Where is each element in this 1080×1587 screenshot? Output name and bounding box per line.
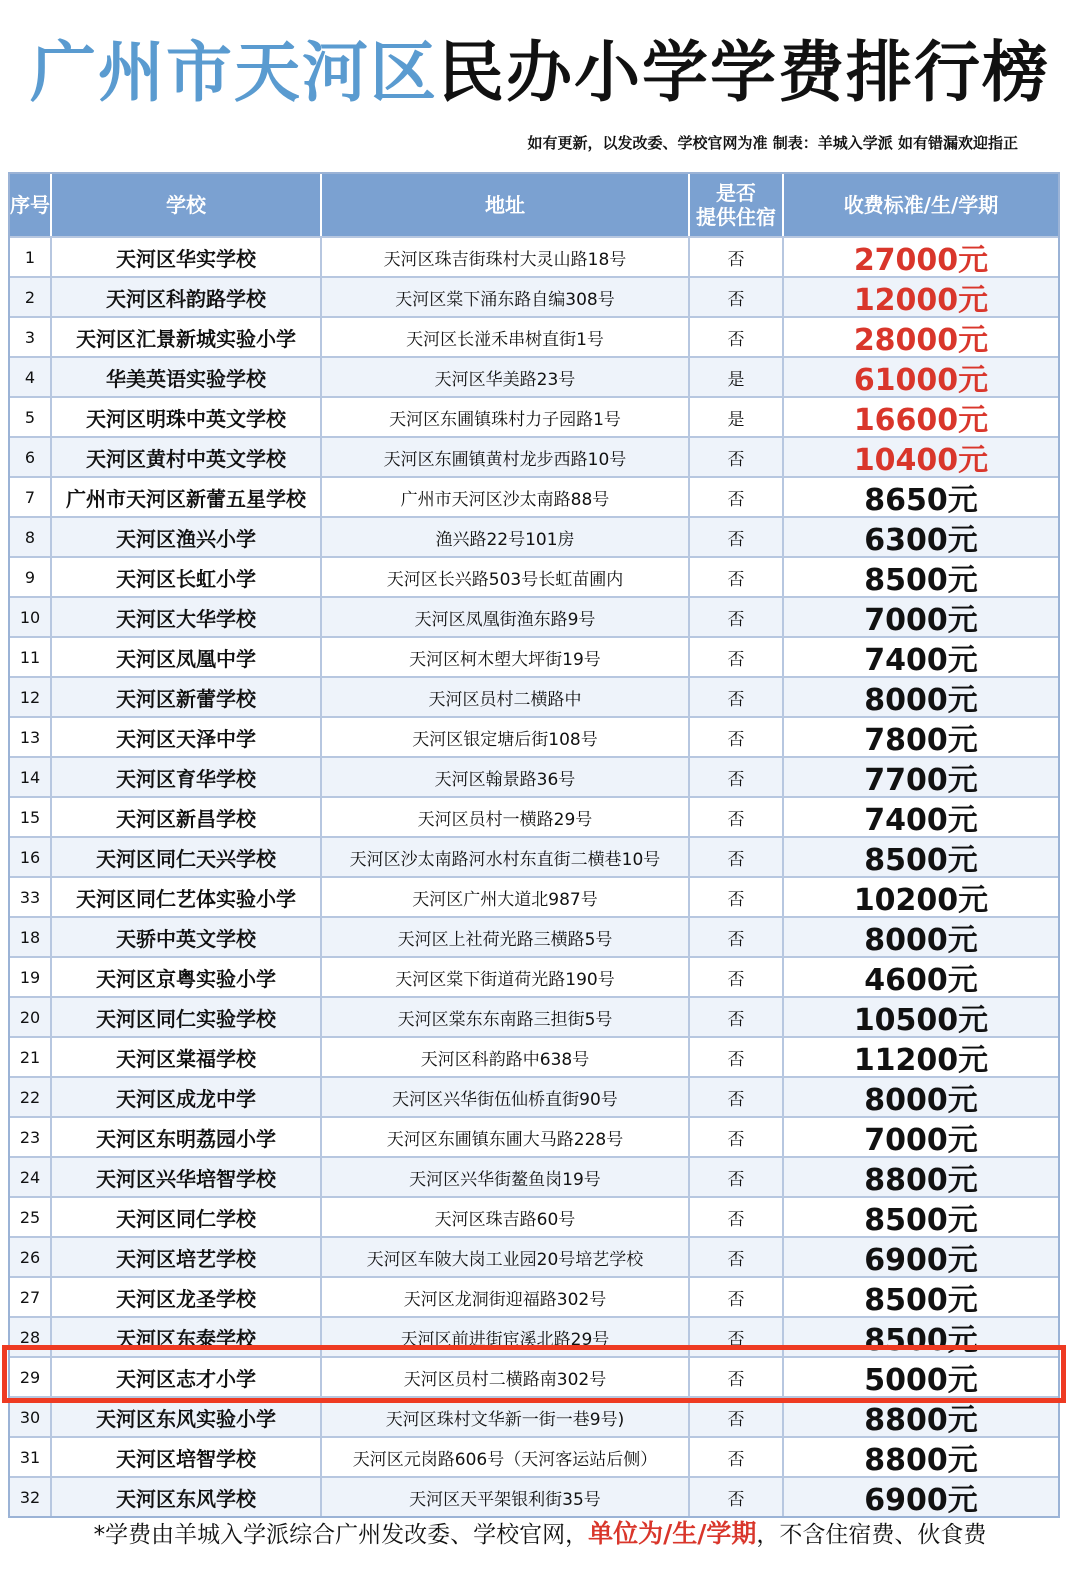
school-address: 天河区珠吉路60号 xyxy=(322,1198,690,1236)
school-address: 天河区银定塘后街108号 xyxy=(322,718,690,756)
dorm-available: 否 xyxy=(690,1278,784,1316)
tuition-fee: 8650元 xyxy=(864,483,978,516)
school-name: 天河区渔兴小学 xyxy=(52,518,322,556)
title-part-district: 广州市天河区 xyxy=(30,34,438,111)
dorm-available: 否 xyxy=(690,718,784,756)
header-no: 序号 xyxy=(10,174,52,236)
dorm-available: 否 xyxy=(690,1318,784,1356)
school-name: 天河区棠福学校 xyxy=(52,1038,322,1076)
footnote xyxy=(0,1514,1080,1550)
school-name: 天河区育华学校 xyxy=(52,758,322,796)
tuition-fee: 7000元 xyxy=(864,1123,978,1156)
table-row xyxy=(10,676,1058,716)
dorm-available: 否 xyxy=(690,638,784,676)
school-address: 天河区棠下涌东路自编308号 xyxy=(322,278,690,316)
header-address: 地址 xyxy=(322,174,690,236)
school-address: 天河区前进街宦溪北路29号 xyxy=(322,1318,690,1356)
table-row xyxy=(10,1036,1058,1076)
dorm-available: 否 xyxy=(690,1118,784,1156)
school-name: 天河区黄村中英文学校 xyxy=(52,438,322,476)
school-name: 天河区龙圣学校 xyxy=(52,1278,322,1316)
school-address: 天河区兴华街伍仙桥直街90号 xyxy=(322,1078,690,1116)
dorm-available: 否 xyxy=(690,1038,784,1076)
school-address: 天河区科韵路中638号 xyxy=(322,1038,690,1076)
tuition-fee: 7700元 xyxy=(864,763,978,796)
dorm-available: 否 xyxy=(690,598,784,636)
row-number: 21 xyxy=(10,1038,52,1076)
school-name: 天河区京粤实验小学 xyxy=(52,958,322,996)
tuition-fee: 8500元 xyxy=(864,1203,978,1236)
school-name: 天河区大华学校 xyxy=(52,598,322,636)
dorm-available: 否 xyxy=(690,1198,784,1236)
tuition-fee: 16600元 xyxy=(853,403,989,436)
tuition-fee: 8800元 xyxy=(864,1443,978,1476)
table-body xyxy=(10,236,1058,1516)
school-name: 天河区汇景新城实验小学 xyxy=(52,318,322,356)
tuition-fee: 8000元 xyxy=(864,923,978,956)
tuition-fee: 8000元 xyxy=(864,1083,978,1116)
dorm-available: 否 xyxy=(690,1398,784,1436)
table-row xyxy=(10,1196,1058,1236)
tuition-fee: 8500元 xyxy=(864,1323,978,1356)
school-name: 天河区科韵路学校 xyxy=(52,278,322,316)
row-number: 2 xyxy=(10,278,52,316)
table-row xyxy=(10,556,1058,596)
school-address: 天河区珠村文华新一街一巷9号) xyxy=(322,1398,690,1436)
tuition-fee: 4600元 xyxy=(864,963,978,996)
dorm-available: 否 xyxy=(690,1478,784,1516)
footnote-text-before: *学费由羊城入学派综合广州发改委、学校官网， xyxy=(93,1522,589,1548)
dorm-available: 否 xyxy=(690,1438,784,1476)
row-number: 26 xyxy=(10,1238,52,1276)
school-name: 天河区东风学校 xyxy=(52,1478,322,1516)
row-number: 1 xyxy=(10,238,52,276)
school-name: 天河区志才小学 xyxy=(52,1358,322,1396)
table-row xyxy=(10,716,1058,756)
school-address: 天河区元岗路606号（天河客运站后侧） xyxy=(322,1438,690,1476)
school-address: 天河区兴华街鳌鱼岗19号 xyxy=(322,1158,690,1196)
row-number: 18 xyxy=(10,918,52,956)
tuition-fee: 6300元 xyxy=(864,523,978,556)
dorm-available: 否 xyxy=(690,1158,784,1196)
tuition-fee: 7400元 xyxy=(864,803,978,836)
school-name: 天河区新昌学校 xyxy=(52,798,322,836)
dorm-available: 否 xyxy=(690,798,784,836)
header-school: 学校 xyxy=(52,174,322,236)
table-row xyxy=(10,356,1058,396)
school-address: 天河区天平架银利街35号 xyxy=(322,1478,690,1516)
header-dorm-line2: 提供住宿 xyxy=(696,205,776,229)
dorm-available: 否 xyxy=(690,478,784,516)
dorm-available: 否 xyxy=(690,438,784,476)
dorm-available: 否 xyxy=(690,318,784,356)
row-number: 12 xyxy=(10,678,52,716)
source-note: 如有更新，以发改委、学校官网为准 制表：羊城入学派 如有错漏欢迎指正 xyxy=(527,134,1018,152)
table-row xyxy=(10,876,1058,916)
table-row xyxy=(10,236,1058,276)
row-number: 32 xyxy=(10,1478,52,1516)
dorm-available: 否 xyxy=(690,678,784,716)
school-address: 天河区员村一横路29号 xyxy=(322,798,690,836)
school-name: 天河区同仁天兴学校 xyxy=(52,838,322,876)
table-row xyxy=(10,396,1058,436)
school-name: 天河区成龙中学 xyxy=(52,1078,322,1116)
dorm-available: 否 xyxy=(690,278,784,316)
row-number: 16 xyxy=(10,838,52,876)
dorm-available: 否 xyxy=(690,558,784,596)
tuition-fee: 7000元 xyxy=(864,603,978,636)
school-address: 天河区东圃镇黄村龙步西路10号 xyxy=(322,438,690,476)
row-number: 19 xyxy=(10,958,52,996)
tuition-fee: 10500元 xyxy=(853,1003,989,1036)
school-address: 天河区棠东东南路三担街5号 xyxy=(322,998,690,1036)
row-number: 14 xyxy=(10,758,52,796)
school-address: 天河区凤凰街渔东路9号 xyxy=(322,598,690,636)
school-name: 天河区东风实验小学 xyxy=(52,1398,322,1436)
row-number: 11 xyxy=(10,638,52,676)
header-dorm-line1: 是否 xyxy=(716,181,756,205)
row-number: 27 xyxy=(10,1278,52,1316)
school-address: 天河区员村二横路南302号 xyxy=(322,1358,690,1396)
header-fee: 收费标准/生/学期 xyxy=(843,193,999,217)
tuition-fee: 28000元 xyxy=(853,323,989,356)
school-address: 天河区棠下街道荷光路190号 xyxy=(322,958,690,996)
school-address: 天河区上社荷光路三横路5号 xyxy=(322,918,690,956)
table-row xyxy=(10,1156,1058,1196)
row-number: 5 xyxy=(10,398,52,436)
row-number: 6 xyxy=(10,438,52,476)
school-name: 天河区凤凰中学 xyxy=(52,638,322,676)
dorm-available: 否 xyxy=(690,238,784,276)
school-name: 天河区长虹小学 xyxy=(52,558,322,596)
dorm-available: 否 xyxy=(690,958,784,996)
footnote-text-after: ，不含住宿费、伙食费 xyxy=(756,1522,987,1548)
school-address: 天河区车陂大岗工业园20号培艺学校 xyxy=(322,1238,690,1276)
row-number: 25 xyxy=(10,1198,52,1236)
school-name: 天河区培智学校 xyxy=(52,1438,322,1476)
row-number: 8 xyxy=(10,518,52,556)
school-name: 天河区新蕾学校 xyxy=(52,678,322,716)
table-row xyxy=(10,276,1058,316)
tuition-fee: 7800元 xyxy=(864,723,978,756)
tuition-fee: 6900元 xyxy=(864,1483,978,1516)
dorm-available: 否 xyxy=(690,838,784,876)
dorm-available: 是 xyxy=(690,398,784,436)
tuition-fee: 8500元 xyxy=(864,563,978,596)
tuition-fee: 8500元 xyxy=(864,843,978,876)
school-name: 天河区培艺学校 xyxy=(52,1238,322,1276)
school-name: 天河区同仁实验学校 xyxy=(52,998,322,1036)
row-number: 22 xyxy=(10,1078,52,1116)
school-name: 天河区东泰学校 xyxy=(52,1318,322,1356)
row-number: 24 xyxy=(10,1158,52,1196)
dorm-available: 是 xyxy=(690,358,784,396)
table-row xyxy=(10,316,1058,356)
tuition-fee: 8800元 xyxy=(864,1163,978,1196)
row-number: 20 xyxy=(10,998,52,1036)
tuition-fee: 10200元 xyxy=(853,883,989,916)
dorm-available: 否 xyxy=(690,518,784,556)
tuition-fee: 11200元 xyxy=(853,1043,989,1076)
school-address: 天河区沙太南路河水村东直街二横巷10号 xyxy=(322,838,690,876)
dorm-available: 否 xyxy=(690,1238,784,1276)
table-row xyxy=(10,1236,1058,1276)
school-name: 天河区东明荔园小学 xyxy=(52,1118,322,1156)
footnote-emphasis: 单位为/生/学期 xyxy=(588,1519,757,1548)
tuition-fee: 8800元 xyxy=(864,1403,978,1436)
school-address: 天河区翰景路36号 xyxy=(322,758,690,796)
header-dorm xyxy=(690,174,784,236)
school-address: 天河区员村二横路中 xyxy=(322,678,690,716)
table-row xyxy=(10,1356,1058,1396)
school-address: 天河区东圃镇珠村力子园路1号 xyxy=(322,398,690,436)
table-row xyxy=(10,756,1058,796)
tuition-fee: 10400元 xyxy=(853,443,989,476)
table-row xyxy=(10,1116,1058,1156)
dorm-available: 否 xyxy=(690,998,784,1036)
tuition-fee: 5000元 xyxy=(864,1363,978,1396)
table-row xyxy=(10,996,1058,1036)
school-address: 天河区长湴禾串树直街1号 xyxy=(322,318,690,356)
table-row xyxy=(10,836,1058,876)
row-number: 15 xyxy=(10,798,52,836)
row-number: 31 xyxy=(10,1438,52,1476)
school-address: 渔兴路22号101房 xyxy=(322,518,690,556)
dorm-available: 否 xyxy=(690,878,784,916)
school-address: 天河区华美路23号 xyxy=(322,358,690,396)
dorm-available: 否 xyxy=(690,1358,784,1396)
school-address: 天河区柯木塱大坪街19号 xyxy=(322,638,690,676)
dorm-available: 否 xyxy=(690,758,784,796)
school-address: 天河区东圃镇东圃大马路228号 xyxy=(322,1118,690,1156)
row-number: 3 xyxy=(10,318,52,356)
school-name: 天河区明珠中英文学校 xyxy=(52,398,322,436)
school-address: 广州市天河区沙太南路88号 xyxy=(322,478,690,516)
table-row xyxy=(10,636,1058,676)
table-row xyxy=(10,436,1058,476)
tuition-fee: 7400元 xyxy=(864,643,978,676)
table-header xyxy=(10,174,1058,236)
table-row xyxy=(10,1316,1058,1356)
school-name: 天河区同仁学校 xyxy=(52,1198,322,1236)
table-row xyxy=(10,476,1058,516)
row-number: 28 xyxy=(10,1318,52,1356)
school-address: 天河区龙洞街迎福路302号 xyxy=(322,1278,690,1316)
table-row xyxy=(10,956,1058,996)
tuition-fee: 8000元 xyxy=(864,683,978,716)
school-name: 天河区兴华培智学校 xyxy=(52,1158,322,1196)
school-address: 天河区珠吉街珠村大灵山路18号 xyxy=(322,238,690,276)
school-name: 天河区华实学校 xyxy=(52,238,322,276)
tuition-fee: 12000元 xyxy=(853,283,989,316)
tuition-table xyxy=(8,172,1060,1518)
row-number: 9 xyxy=(10,558,52,596)
table-row xyxy=(10,1076,1058,1116)
school-address: 天河区广州大道北987号 xyxy=(322,878,690,916)
tuition-fee: 6900元 xyxy=(864,1243,978,1276)
table-row xyxy=(10,516,1058,556)
row-number: 23 xyxy=(10,1118,52,1156)
school-name: 广州市天河区新蕾五星学校 xyxy=(52,478,322,516)
school-name: 天河区天泽中学 xyxy=(52,718,322,756)
row-number: 7 xyxy=(10,478,52,516)
row-number: 30 xyxy=(10,1398,52,1436)
school-name: 天骄中英文学校 xyxy=(52,918,322,956)
table-row xyxy=(10,1436,1058,1476)
tuition-fee: 8500元 xyxy=(864,1283,978,1316)
row-number: 29 xyxy=(10,1358,52,1396)
school-name: 华美英语实验学校 xyxy=(52,358,322,396)
table-row xyxy=(10,1276,1058,1316)
table-row xyxy=(10,1396,1058,1436)
table-row xyxy=(10,796,1058,836)
table-row xyxy=(10,916,1058,956)
row-number: 33 xyxy=(10,878,52,916)
tuition-fee: 27000元 xyxy=(853,243,989,276)
school-name: 天河区同仁艺体实验小学 xyxy=(52,878,322,916)
row-number: 4 xyxy=(10,358,52,396)
row-number: 10 xyxy=(10,598,52,636)
table-row xyxy=(10,1476,1058,1516)
school-address: 天河区长兴路503号长虹苗圃内 xyxy=(322,558,690,596)
title-part-ranking: 民办小学学费排行榜 xyxy=(438,34,1050,111)
tuition-fee: 61000元 xyxy=(853,363,989,396)
dorm-available: 否 xyxy=(690,1078,784,1116)
page-title xyxy=(0,18,1080,128)
row-number: 13 xyxy=(10,718,52,756)
table-row xyxy=(10,596,1058,636)
dorm-available: 否 xyxy=(690,918,784,956)
